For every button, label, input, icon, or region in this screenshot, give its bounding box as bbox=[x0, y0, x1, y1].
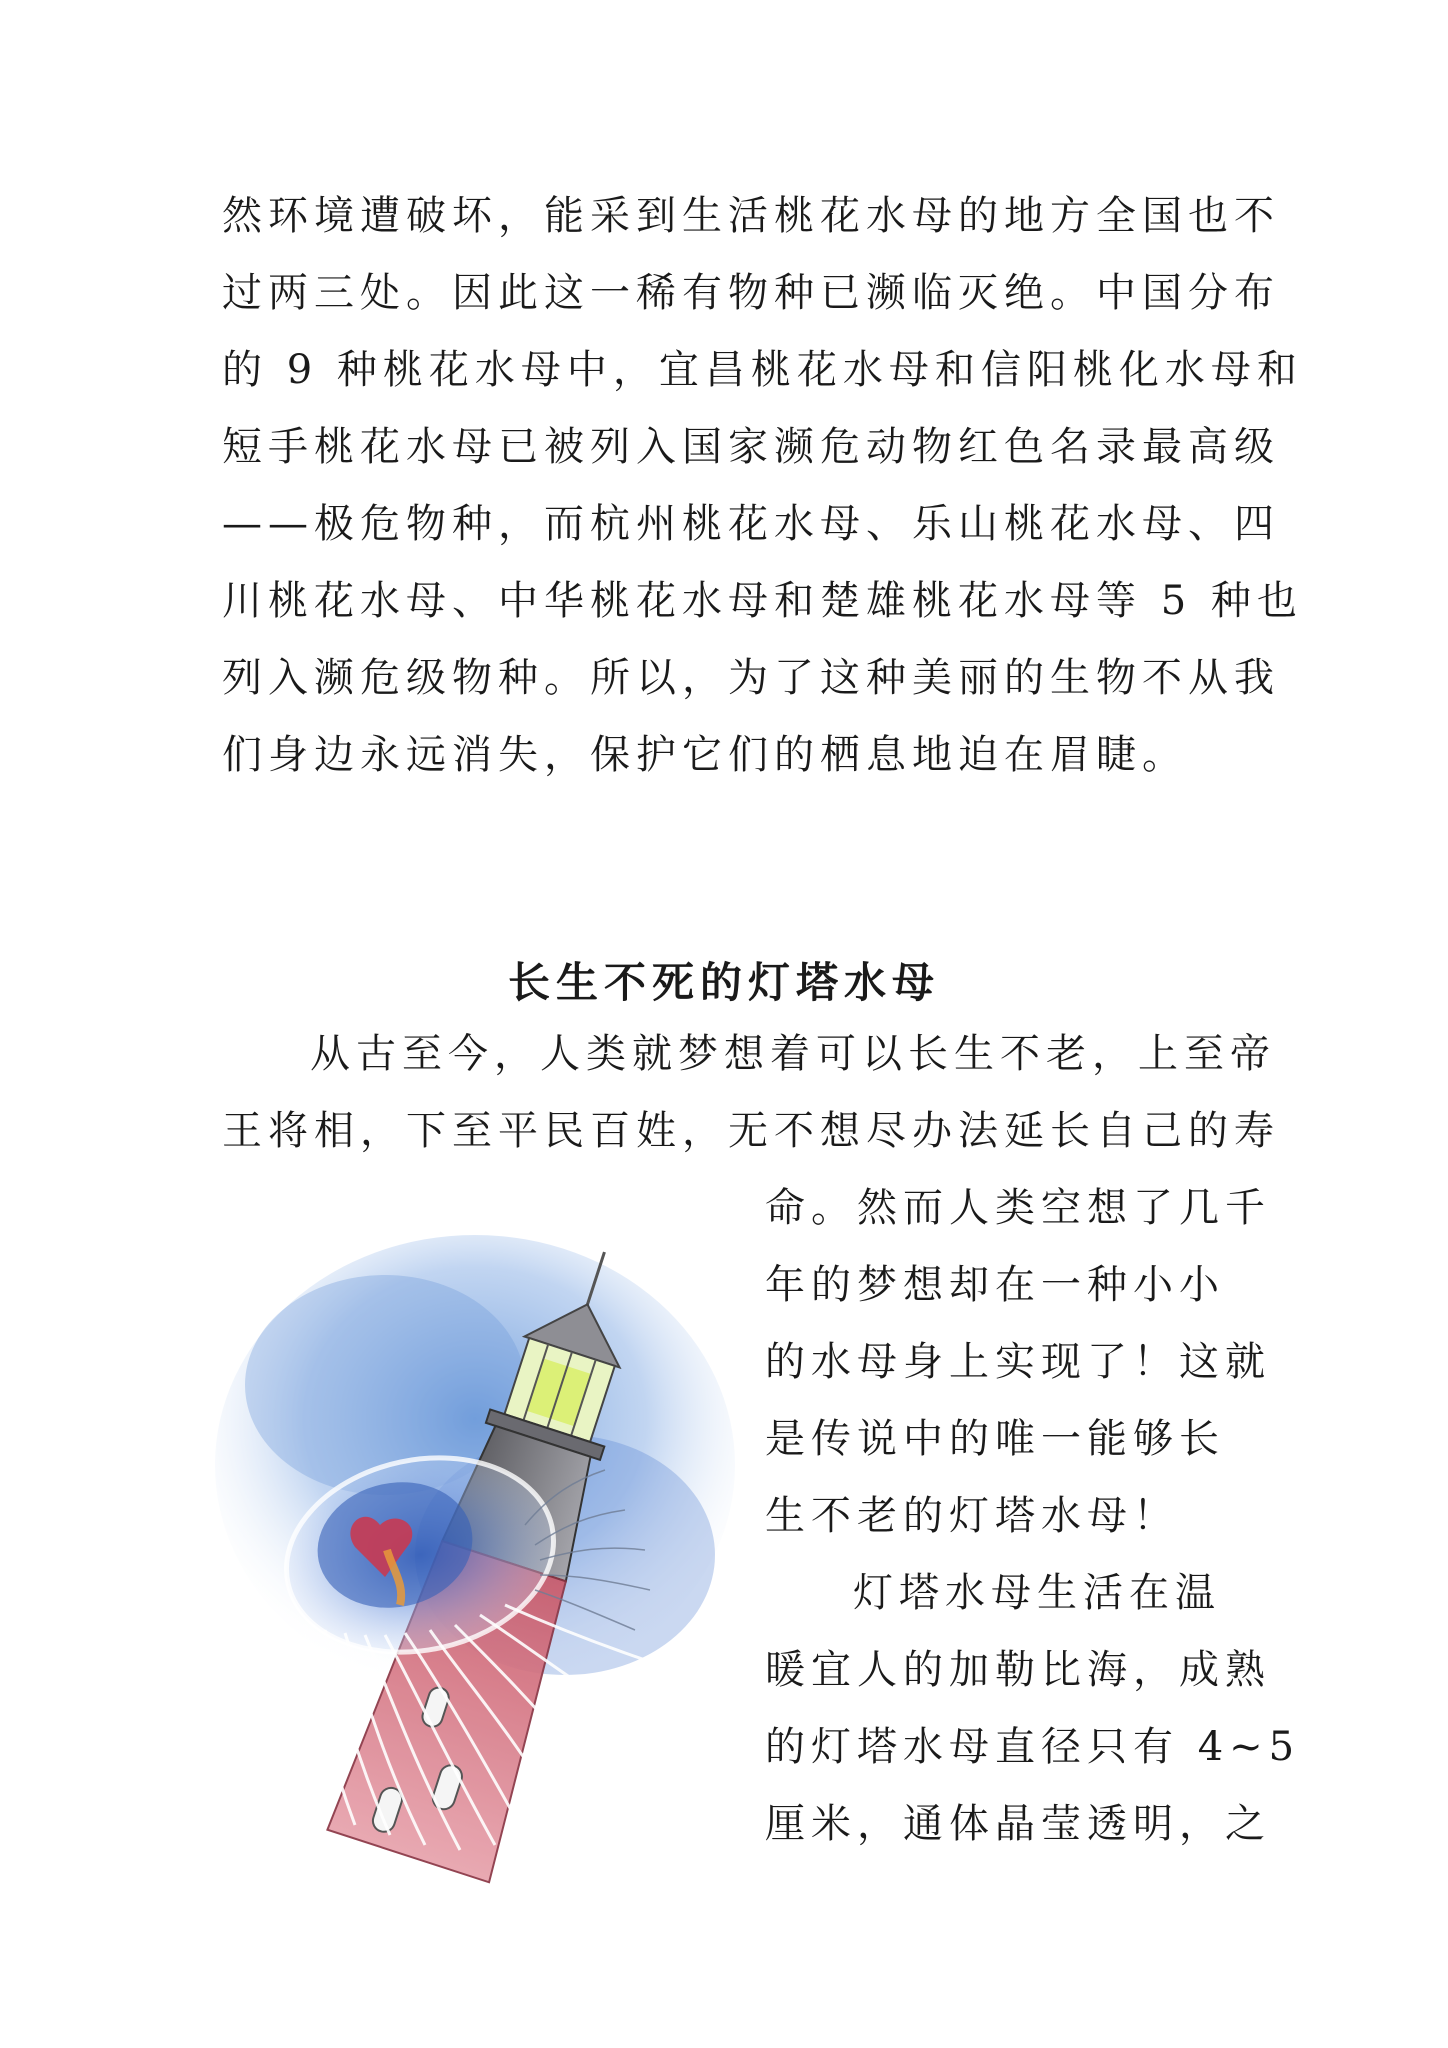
paragraph-line: 川桃花水母、中华桃花水母和楚雄桃花水母等 5 种也 bbox=[222, 578, 1303, 624]
paragraph-line: 短手桃花水母已被列入国家濒危动物红色名录最高级 bbox=[222, 424, 1280, 470]
paragraph-line: 厘米，通体晶莹透明，之 bbox=[765, 1801, 1271, 1847]
paragraph-line: 是传说中的唯一能够长 bbox=[765, 1416, 1225, 1462]
paragraph-line: 年的梦想却在一种小小 bbox=[765, 1262, 1225, 1308]
paragraph-line: 然环境遭破坏，能采到生活桃花水母的地方全国也不 bbox=[222, 193, 1280, 239]
paragraph-line: ——极危物种，而杭州桃花水母、乐山桃花水母、四 bbox=[222, 501, 1280, 547]
paragraph-line: 从古至今，人类就梦想着可以长生不老，上至帝 bbox=[310, 1031, 1276, 1077]
paragraph-line: 列入濒危级物种。所以，为了这种美丽的生物不从我 bbox=[222, 655, 1280, 701]
paragraph-line: 的 9 种桃花水母中，宜昌桃花水母和信阳桃化水母和 bbox=[222, 347, 1303, 393]
paragraph-line: 生不老的灯塔水母！ bbox=[765, 1493, 1179, 1539]
paragraph-line: 们身边永远消失，保护它们的栖息地迫在眉睫。 bbox=[222, 732, 1188, 778]
paragraph-line: 的灯塔水母直径只有 4~5 bbox=[765, 1724, 1301, 1770]
paragraph-line: 王将相，下至平民百姓，无不想尽办法延长自己的寿 bbox=[222, 1108, 1280, 1154]
paragraph-line: 的水母身上实现了！这就 bbox=[765, 1339, 1271, 1385]
lighthouse-jellyfish-illustration bbox=[205, 1225, 750, 1885]
paragraph-line: 灯塔水母生活在温 bbox=[853, 1570, 1221, 1616]
paragraph-line: 命。然而人类空想了几千 bbox=[765, 1185, 1271, 1231]
section-title: 长生不死的灯塔水母 bbox=[507, 958, 940, 1007]
paragraph-line: 过两三处。因此这一稀有物种已濒临灭绝。中国分布 bbox=[222, 270, 1280, 316]
paragraph-line: 暖宜人的加勒比海，成熟 bbox=[765, 1647, 1271, 1693]
